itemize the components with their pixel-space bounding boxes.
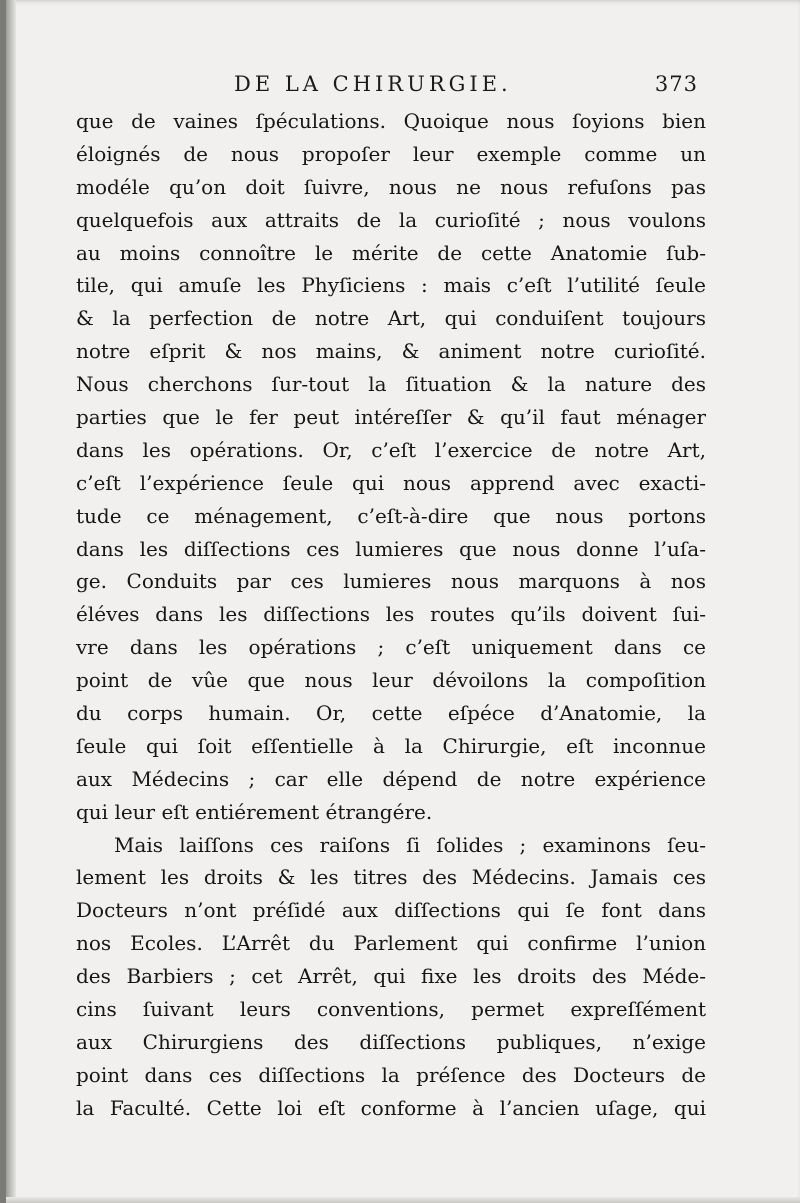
text-line: que de vaines ſpéculations. Quoique nous ſoyions bien xyxy=(76,109,706,133)
text-line: modéle qu’on doit ſuivre, nous ne nous refuſons pas xyxy=(76,174,706,199)
text-line: lement les droits & les titres des Médecins. Jamais ces xyxy=(76,865,706,890)
text-line: du corps humain. Or, cette eſpéce d’Anatomie, la xyxy=(76,701,706,726)
text-line: tude ce ménagement, c’eſt-à-dire que nous portons xyxy=(76,503,706,528)
text-line: notre eſprit & nos mains, & animent notre curioſité. xyxy=(76,339,706,364)
text-line: tile, qui amuſe les Phyſiciens : mais c’eſt l’utilité ſeule xyxy=(76,273,706,298)
text-line: éléves dans les diſſections les routes qu’ils doivent ſui- xyxy=(76,602,706,627)
text-line: la Faculté. Cette loi eſt conforme à l’ancien uſage, qui xyxy=(76,1095,706,1120)
text-line: vre dans les opérations ; c’eſt uniquement dans ce xyxy=(76,635,706,660)
running-head: DE LA CHIRURGIE. xyxy=(234,72,512,96)
text-line: dans les diſſections ces lumieres que nous donne l’uſa- xyxy=(76,536,706,561)
text-line: ge. Conduits par ces lumieres nous marquons à nos xyxy=(76,569,706,594)
text-line: quelquefois aux attraits de la curioſité ; nous voulons xyxy=(76,207,706,232)
text-line: au moins connoître le mérite de cette Anatomie ſub- xyxy=(76,240,706,265)
text-line: parties que le fer peut intéreſſer & qu’il faut ménager xyxy=(76,405,706,430)
text-line: éloignés de nous propoſer leur exemple comme un xyxy=(76,141,706,166)
page-gutter-shadow xyxy=(6,0,16,1203)
text-line: dans les opérations. Or, c’eſt l’exercice de notre Art, xyxy=(76,437,706,462)
text-line: & la perfection de notre Art, qui conduiſent toujours xyxy=(76,306,706,331)
book-page xyxy=(6,0,800,1203)
text-line: ſeule qui ſoit eſſentielle à la Chirurgie, eſt inconnue xyxy=(76,733,706,758)
text-line: aux Chirurgiens des diſſections publiques, n’exige xyxy=(76,1029,706,1054)
text-line: aux Médecins ; car elle dépend de notre expérience xyxy=(76,766,706,791)
text-line: cins ſuivant leurs conventions, permet expreſſément xyxy=(76,997,706,1022)
text-line: point de vûe que nous leur dévoilons la compoſition xyxy=(76,668,706,693)
page-number: 373 xyxy=(654,72,698,96)
text-line: des Barbiers ; cet Arrêt, qui fixe les droits des Méde- xyxy=(76,964,706,989)
page-bottom-edge xyxy=(6,1197,800,1203)
paragraph-start-line: Mais laiſſons ces raiſons ſi ſolides ; examinons ſeu- xyxy=(114,832,706,857)
text-line: nos Ecoles. L’Arrêt du Parlement qui confirme l’union xyxy=(76,931,706,956)
page-header xyxy=(58,72,698,106)
text-line: Docteurs n’ont préſidé aux diſſections qui ſe font dans xyxy=(76,898,706,923)
text-line: point dans ces diſſections la préſence des Docteurs de xyxy=(76,1062,706,1087)
text-line: Nous cherchons ſur-tout la ſituation & la nature des xyxy=(76,372,706,397)
body-text xyxy=(76,105,706,1125)
text-line: c’eſt l’expérience ſeule qui nous apprend avec exacti- xyxy=(76,470,706,495)
paragraph-end-line: qui leur eſt entiérement étrangére. xyxy=(76,799,433,824)
